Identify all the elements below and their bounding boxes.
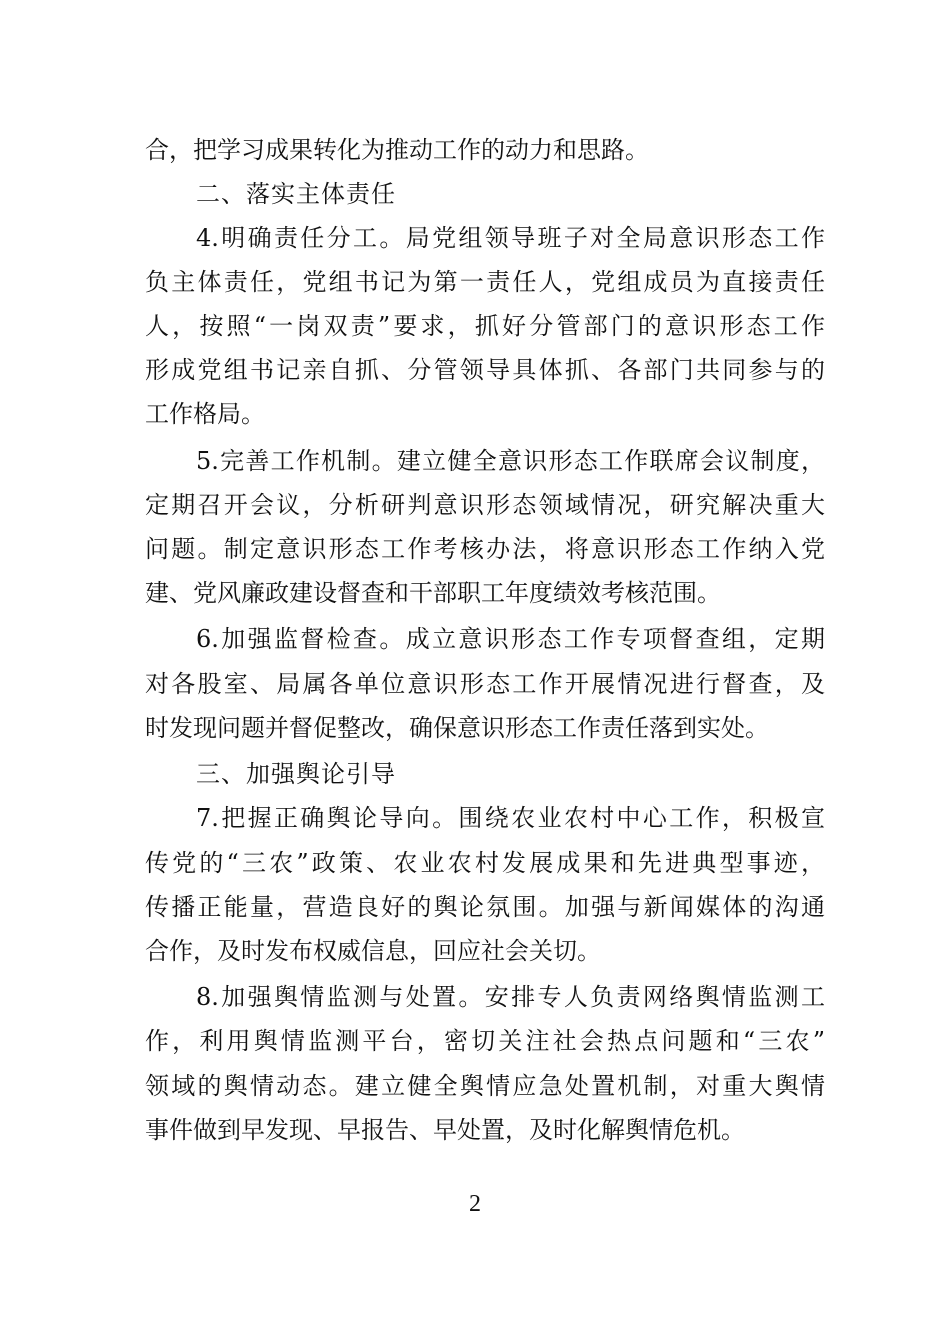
paragraph-line: 建、党风廉政建设督查和干部职工年度绩效考核范围。 [145, 579, 721, 607]
section-heading: 三、加强舆论引导 [196, 760, 396, 788]
paragraph-line: 领域的舆情动态。建立健全舆情应急处置机制，对重大舆情 [145, 1072, 825, 1100]
paragraph-line: 对各股室、局属各单位意识形态工作开展情况进行督查，及 [145, 670, 825, 698]
paragraph-line: 负主体责任，党组书记为第一责任人，党组成员为直接责任 [145, 268, 825, 296]
paragraph-line: 形成党组书记亲自抓、分管领导具体抓、各部门共同参与的 [145, 356, 825, 384]
paragraph-line: 6.加强监督检查。成立意识形态工作专项督查组，定期 [196, 625, 825, 653]
paragraph-line: 问题。制定意识形态工作考核办法，将意识形态工作纳入党 [145, 535, 825, 563]
paragraph-line: 作，利用舆情监测平台，密切关注社会热点问题和“三农” [145, 1027, 825, 1055]
paragraph-line: 时发现问题并督促整改，确保意识形态工作责任落到实处。 [145, 714, 769, 742]
paragraph-line: 4.明确责任分工。局党组领导班子对全局意识形态工作 [196, 224, 825, 252]
paragraph-line: 7.把握正确舆论导向。围绕农业农村中心工作，积极宣 [196, 804, 825, 832]
section-heading: 二、落实主体责任 [196, 180, 396, 208]
paragraph-line: 定期召开会议，分析研判意识形态领域情况，研究解决重大 [145, 491, 825, 519]
paragraph-line: 人，按照“一岗双责”要求，抓好分管部门的意识形态工作 [145, 312, 825, 340]
paragraph-line: 传播正能量，营造良好的舆论氛围。加强与新闻媒体的沟通 [145, 893, 825, 921]
paragraph-line: 合，把学习成果转化为推动工作的动力和思路。 [145, 136, 649, 164]
page-number: 2 [469, 1191, 481, 1217]
paragraph-line: 8.加强舆情监测与处置。安排专人负责网络舆情监测工 [196, 983, 825, 1011]
paragraph-line: 合作，及时发布权威信息，回应社会关切。 [145, 937, 601, 965]
paragraph-line: 事件做到早发现、早报告、早处置，及时化解舆情危机。 [145, 1116, 745, 1144]
paragraph-line: 工作格局。 [145, 400, 265, 428]
paragraph-line: 5.完善工作机制。建立健全意识形态工作联席会议制度， [196, 447, 825, 475]
paragraph-line: 传党的“三农”政策、农业农村发展成果和先进典型事迹， [145, 849, 825, 877]
